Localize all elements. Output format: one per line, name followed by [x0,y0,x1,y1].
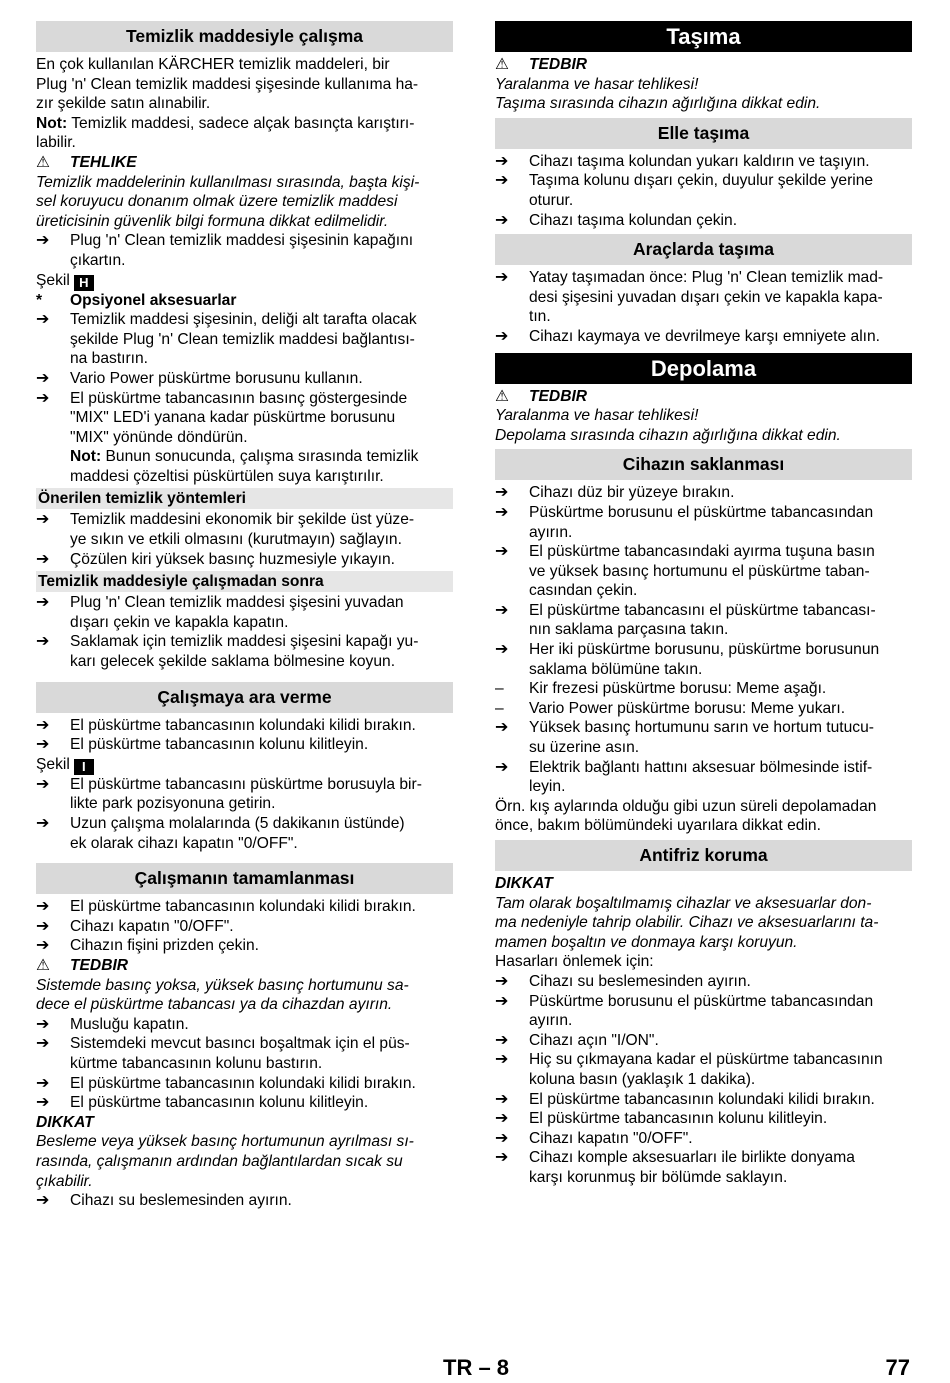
list-item [36,814,453,853]
list-item [36,1074,453,1094]
list-item [495,601,912,640]
page-number: 77 [885,1355,910,1380]
list-item [36,510,453,549]
caution-text: Sistemde basınç yoksa, yüksek basınç hortumunu sa- [36,976,409,994]
arrow-right-icon: ➔ [36,232,50,250]
chapter-heading-transport: Taşıma [495,21,912,52]
list-text: El püskürtme tabancasının kolundaki kilidi bırakın. [70,898,416,916]
list-text: "MIX" LED'i yanana kadar püskürtme borusunu [70,409,396,427]
list-text: çıkartın. [70,251,126,269]
list-text: El püskürtme tabancasının kolundaki kilidi bırakın. [70,716,416,734]
list-text: dışarı çekin ve kapakla kapatın. [70,613,289,631]
figure-reference [36,755,453,775]
list-text: na bastırın. [70,350,149,368]
list-text: Plug 'n' Clean temizlik maddesi şişesini yuvadan [70,594,404,612]
section-heading-manual-transport: Elle taşıma [495,118,912,149]
caution-label: TEDBIR [529,56,588,73]
section-heading-finish-work: Çalışmanın tamamlanması [36,863,453,894]
footer-language-page: TR – 8 [443,1355,510,1380]
chapter-heading-storage: Depolama [495,353,912,384]
attention-text: çıkabilir. [36,1172,93,1190]
note-line: labilir. [36,134,76,152]
list-item [36,1191,453,1211]
arrow-right-icon: ➔ [36,736,50,754]
list-item [36,389,453,487]
list-text: tın. [529,308,551,326]
list-text: Plug 'n' Clean temizlik maddesi şişesinin kapağını [70,232,414,250]
list-text: leyin. [529,778,566,796]
list-item [495,972,912,992]
subheading-recommended-methods: Önerilen temizlik yöntemleri [36,488,453,509]
list-text: Cihazı su beslemesinden ayırın. [529,972,751,990]
list-text: Püskürtme borusunu el püskürtme tabancasından [529,503,874,521]
arrow-right-icon: ➔ [495,1129,509,1147]
arrow-right-icon: ➔ [495,152,509,170]
list-item [495,268,912,327]
list-text: desi şişesini yuvadan dışarı çekin ve kapakla kapa- [529,288,883,306]
list-item [495,152,912,172]
list-item [495,327,912,347]
list-item [36,369,453,389]
arrow-right-icon: ➔ [495,327,509,345]
list-item [495,1148,912,1187]
list-text: El püskürtme tabancasının kolunu kilitleyin. [529,1110,828,1128]
arrow-right-icon: ➔ [495,484,509,502]
list-item [36,550,453,570]
list-text: Cihazı kapatın "0/OFF". [529,1129,693,1147]
list-text: Cihazı açın "I/ON". [529,1031,659,1049]
list-text: su üzerine asın. [529,739,640,757]
arrow-right-icon: ➔ [36,716,50,734]
list-text: karşı korunmuş bir bölümde saklayın. [529,1168,788,1186]
list-text: Çözülen kiri yüksek basınç huzmesiyle yıkayın. [70,550,396,568]
footnote-text: Opsiyonel aksesuarlar [70,291,237,309]
arrow-right-icon: ➔ [495,992,509,1010]
arrow-right-icon: ➔ [495,972,509,990]
list-item [36,917,453,937]
warning-triangle-icon: ⚠ [36,153,50,171]
arrow-right-icon: ➔ [36,369,50,387]
note-label: Not: [36,114,68,132]
list-text: Taşıma kolunu dışarı çekin, duyulur şekilde yerine [529,172,874,190]
figure-letter-badge: H [74,275,94,291]
list-text: saklama bölümüne takın. [529,660,703,678]
danger-label: TEHLIKE [70,153,137,171]
list-text: El püskürtme tabancasının kolunu kilitleyin. [70,1094,369,1112]
arrow-right-icon: ➔ [36,1074,50,1092]
list-item [36,632,453,671]
attention-text: ma nedeniyle tahrip olabilir. Cihazı ve aksesuarlarını ta- [495,914,879,932]
danger-text: sel koruyucu donanım olmak üzere temizlik maddesi [36,193,398,211]
subheading-after-cleaning-agent: Temizlik maddesiyle çalışmadan sonra [36,571,453,592]
list-item [495,1109,912,1129]
list-text: Cihazı kapatın "0/OFF". [70,917,234,935]
caution-heading [495,55,912,75]
section-heading-vehicle-transport: Araçlarda taşıma [495,234,912,265]
list-text: ve yüksek basınç hortumunu el püskürtme taban- [529,562,870,580]
caution-text: Yaralanma ve hasar tehlikesi! [495,407,699,425]
list-text: El püskürtme tabancasının kolundaki kilidi bırakın. [529,1090,875,1108]
list-item [36,1015,453,1035]
caution-text: Yaralanma ve hasar tehlikesi! [495,75,699,93]
list-text: Vario Power püskürtme borusu: Meme yukarı. [529,699,846,717]
list-text: Musluğu kapatın. [70,1015,189,1033]
arrow-right-icon: ➔ [36,1192,50,1210]
note-label: Not: [70,448,102,466]
arrow-right-icon: ➔ [495,758,509,776]
caution-heading [36,956,453,976]
list-text: koluna basın (yaklaşık 1 dakika). [529,1070,756,1088]
list-text: El püskürtme tabancasını püskürtme borusuyla bir- [70,775,422,793]
caution-text: dece el püskürtme tabancası ya da cihazdan ayırın. [36,996,393,1014]
figure-reference [36,271,453,291]
arrow-right-icon: ➔ [495,269,509,287]
list-text: karı gelecek şekilde saklama bölmesine koyun. [70,653,396,671]
paragraph-line: zır şekilde satın alınabilir. [36,95,211,113]
arrow-right-icon: ➔ [495,1051,509,1069]
list-text: El püskürtme tabancasını el püskürtme tabancası- [529,601,876,619]
arrow-right-icon: ➔ [495,1090,509,1108]
list-text: Hiç su çıkmayana kadar el püskürtme tabancasının [529,1051,883,1069]
list-item [36,936,453,956]
list-item [495,211,912,231]
section-heading-pause-work: Çalışmaya ara verme [36,682,453,713]
attention-text: Tam olarak boşaltılmamış cihazlar ve aksesuarlar don- [495,894,872,912]
list-item [36,735,453,755]
list-text: El püskürtme tabancasının kolundaki kilidi bırakın. [70,1074,416,1092]
list-text: Cihazı düz bir yüzeye bırakın. [529,484,735,502]
list-item [495,542,912,601]
list-item [495,640,912,679]
list-item [495,171,912,210]
dash-item [495,679,912,699]
arrow-right-icon: ➔ [495,601,509,619]
list-item [495,1129,912,1149]
asterisk-icon: * [36,291,43,309]
figure-letter-badge: I [74,759,94,775]
arrow-right-icon: ➔ [36,311,50,329]
list-text: ayırın. [529,523,573,541]
list-item [495,992,912,1031]
arrow-right-icon: ➔ [36,1094,50,1112]
list-text: Elektrik bağlantı hattını aksesuar bölmesinde istif- [529,758,873,776]
dash-bullet: – [495,699,504,717]
arrow-right-icon: ➔ [36,917,50,935]
list-item [36,1034,453,1073]
list-text: El püskürtme tabancasının basınç göstergesinde [70,389,408,407]
warning-triangle-icon: ⚠ [495,56,509,73]
list-text: Saklamak için temizlik maddesi şişesini kapağı yu- [70,633,419,651]
list-item [495,1031,912,1051]
list-item [36,231,453,270]
warning-triangle-icon: ⚠ [495,387,509,405]
list-text: oturur. [529,191,574,209]
arrow-right-icon: ➔ [36,815,50,832]
left-column [36,21,453,1211]
arrow-right-icon: ➔ [36,937,50,955]
list-item [36,310,453,369]
note-text: Bunun sonucunda, çalışma sırasında temizlik [101,448,419,466]
list-text: Uzun çalışma molalarında (5 dakikanın üstünde) [70,815,405,832]
paragraph-line: Örn. kış aylarında olduğu gibi uzun süreli depolamadan [495,797,877,815]
list-text: Cihazın fişini prizden çekin. [70,937,259,955]
attention-label: DIKKAT [495,875,553,892]
arrow-right-icon: ➔ [495,1110,509,1128]
footnote [36,291,453,311]
attention-label: DIKKAT [36,1113,94,1131]
dash-bullet: – [495,680,504,698]
paragraph-line: En çok kullanılan KÄRCHER temizlik maddeleri, bir [36,56,390,73]
arrow-right-icon: ➔ [36,775,50,793]
arrow-right-icon: ➔ [36,1035,50,1053]
caution-heading [495,387,912,407]
caution-text: Taşıma sırasında cihazın ağırlığına dikkat edin. [495,95,821,113]
paragraph-line: Plug 'n' Clean temizlik maddesi şişesinde kullanıma ha- [36,75,419,93]
figure-label: Şekil [36,271,70,289]
list-item [36,593,453,632]
arrow-right-icon: ➔ [495,172,509,190]
caution-text: Depolama sırasında cihazın ağırlığına dikkat edin. [495,426,841,444]
arrow-right-icon: ➔ [36,633,50,651]
list-text: Her iki püskürtme borusunu, püskürtme borusunun [529,641,880,659]
dash-item [495,699,912,719]
list-item [495,1090,912,1110]
list-text: Cihazı su beslemesinden ayırın. [70,1192,292,1210]
right-column [495,21,912,1188]
arrow-right-icon: ➔ [495,1149,509,1167]
paragraph-line: Hasarları önlemek için: [495,953,654,971]
list-text: kürtme tabancasının kolunu bastırın. [70,1054,323,1072]
arrow-right-icon: ➔ [495,543,509,561]
arrow-right-icon: ➔ [36,1015,50,1033]
caution-label: TEDBIR [70,956,129,974]
arrow-right-icon: ➔ [36,898,50,916]
list-text: Yüksek basınç hortumunu sarın ve hortum tutucu- [529,719,874,737]
paragraph-line: önce, bakım bölümündeki uyarılara dikkat edin. [495,817,821,835]
list-text: casından çekin. [529,582,638,600]
list-text: Püskürtme borusunu el püskürtme tabancasından [529,992,874,1010]
list-text: "MIX" yönünde döndürün. [70,428,248,446]
list-text: ayırın. [529,1012,573,1030]
list-text: Temizlik maddesini ekonomik bir şekilde üst yüze- [70,511,415,529]
list-item [495,758,912,797]
list-text: Kir frezesi püskürtme borusu: Meme aşağı. [529,680,827,698]
list-text: nın saklama parçasına takın. [529,621,729,639]
list-item [495,718,912,757]
attention-text: rasında, çalışmanın ardından bağlantılardan sıcak su [36,1152,403,1170]
list-text: Yatay taşımadan önce: Plug 'n' Clean temizlik mad- [529,269,884,287]
list-note [70,447,453,467]
list-item [36,1093,453,1113]
list-text: Cihazı taşıma kolundan çekin. [529,211,738,229]
attention-text: mamen boşaltın ve donmaya karşı koruyun. [495,933,798,951]
arrow-right-icon: ➔ [36,511,50,529]
arrow-right-icon: ➔ [495,211,509,229]
list-text: Temizlik maddesi şişesinin, deliği alt tarafta olacak [70,311,417,329]
list-item [36,897,453,917]
arrow-right-icon: ➔ [495,719,509,737]
list-text: Cihazı taşıma kolundan yukarı kaldırın ve taşıyın. [529,152,870,170]
list-note: maddesi çözeltisi püskürtülen suya karıştırılır. [70,467,384,485]
list-text: Sistemdeki mevcut basıncı boşaltmak için el püs- [70,1035,410,1053]
list-text: El püskürtme tabancasındaki ayırma tuşuna basın [529,543,875,561]
list-text: likte park pozisyonuna getirin. [70,795,276,813]
list-text: Cihazı komple aksesuarları ile birlikte donyama [529,1149,855,1167]
list-text: Vario Power püskürtme borusunu kullanın. [70,369,363,387]
figure-label: Şekil [36,755,70,773]
section-heading-storing-device: Cihazın saklanması [495,449,912,480]
arrow-right-icon: ➔ [495,1031,509,1049]
list-text: şekilde Plug 'n' Clean temizlik maddesi bağlantısı- [70,330,415,348]
attention-text: Besleme veya yüksek basınç hortumunun ayrılması sı- [36,1133,414,1151]
note-line [36,114,453,134]
list-text: Cihazı kaymaya ve devrilmeye karşı emniyete alın. [529,327,880,345]
list-text: El püskürtme tabancasının kolunu kilitleyin. [70,736,369,754]
list-item [495,483,912,503]
list-item [36,716,453,736]
arrow-right-icon: ➔ [36,389,50,407]
arrow-right-icon: ➔ [495,503,509,521]
danger-heading [36,153,453,173]
caution-label: TEDBIR [529,387,588,405]
list-item [36,775,453,814]
section-heading-cleaning-agent: Temizlik maddesiyle çalışma [36,21,453,52]
arrow-right-icon: ➔ [36,594,50,612]
arrow-right-icon: ➔ [36,550,50,568]
note-text: Temizlik maddesi, sadece alçak basınçta karıştırı- [67,114,415,132]
list-text: ye sıkın ve etkili olmasını (kurutmayın) sağlayın. [70,531,402,549]
list-item [495,1050,912,1089]
section-heading-antifreeze: Antifriz koruma [495,840,912,871]
danger-text: Temizlik maddelerinin kullanılması sırasında, başta kişi- [36,173,420,191]
list-item [495,503,912,542]
list-text: ek olarak cihazı kapatın "0/OFF". [70,834,298,852]
arrow-right-icon: ➔ [495,641,509,659]
warning-triangle-icon: ⚠ [36,956,50,974]
danger-text: üreticisinin güvenlik bilgi formuna dikkat edilmelidir. [36,212,389,230]
